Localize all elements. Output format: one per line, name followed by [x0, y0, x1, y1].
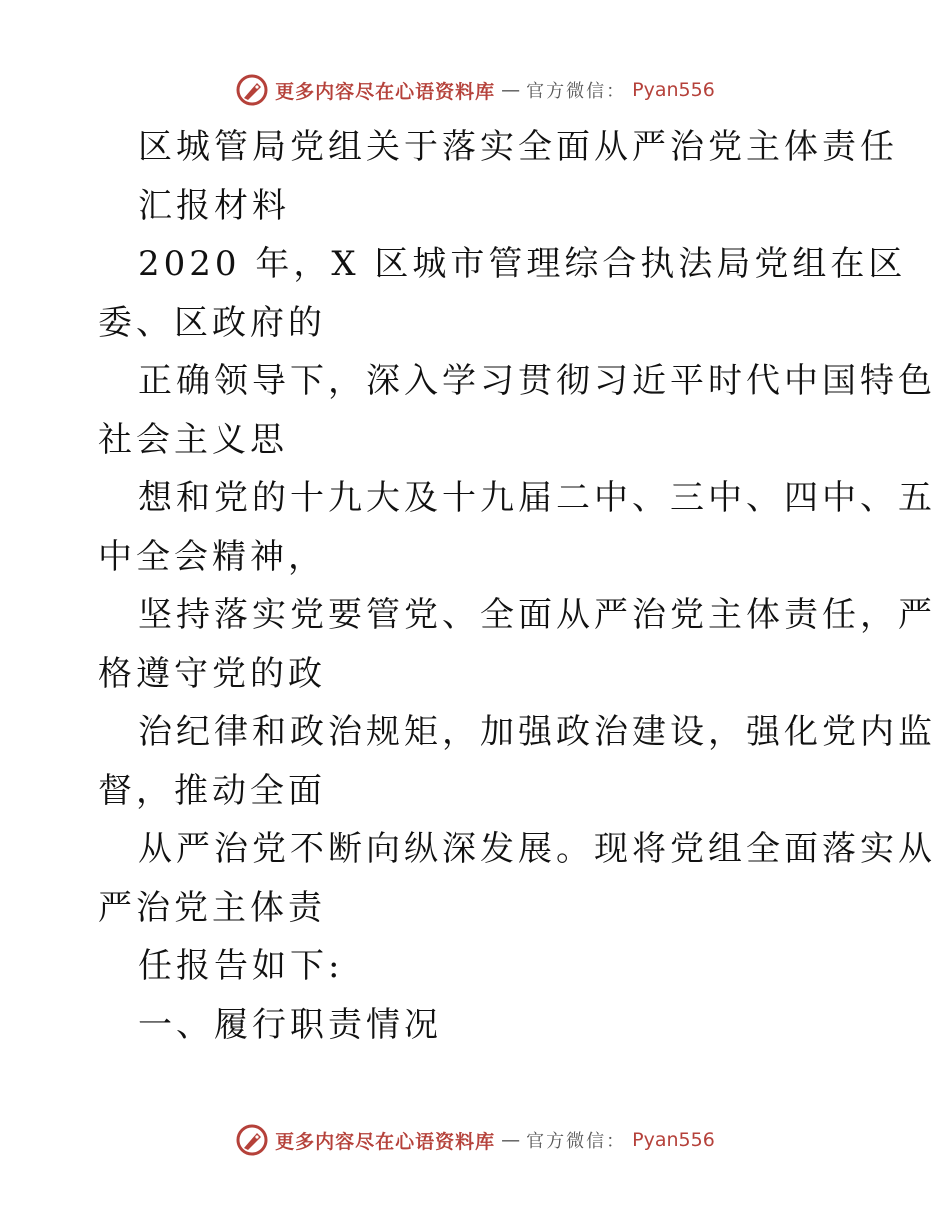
watermark-footer	[0, 1120, 950, 1160]
watermark-wechat-id: Pyan556	[632, 79, 715, 101]
paragraph-line: 督，推动全面	[98, 770, 326, 811]
paragraph-line: 社会主义思	[98, 419, 288, 460]
watermark-sub-text: 官方微信：	[526, 1131, 627, 1152]
watermark-header	[0, 70, 950, 110]
paragraph-line: 正确领导下，深入学习贯彻习近平时代中国特色	[138, 361, 936, 401]
paragraph-line: 委、区政府的	[98, 302, 326, 343]
paragraph-line: 治纪律和政治规矩，加强政治建设，强化党内监	[138, 712, 936, 752]
watermark-main-text: 更多内容尽在心语资料库	[275, 1130, 496, 1153]
pen-nib-logo-icon	[235, 1123, 269, 1157]
paragraph-line: 想和党的十九大及十九届二中、三中、四中、五	[138, 478, 936, 518]
paragraph-line: 格遵守党的政	[98, 653, 326, 694]
doc-title-line-1: 区城管局党组关于落实全面从严治党主体责任	[138, 127, 898, 167]
watermark-main-text: 更多内容尽在心语资料库	[275, 80, 496, 103]
paragraph-line: 2020 年，X 区城市管理综合执法局党组在区	[138, 244, 907, 284]
document-body	[98, 118, 936, 1054]
doc-title-line-2: 汇报材料	[138, 185, 290, 226]
watermark-separator: —	[501, 79, 521, 101]
paragraph-line: 任报告如下:	[138, 946, 344, 986]
watermark-sub-text: 官方微信：	[526, 81, 627, 102]
paragraph-line: 严治党主体责	[98, 887, 326, 928]
paragraph-line: 坚持落实党要管党、全面从严治党主体责任，严	[138, 595, 936, 635]
pen-nib-logo-icon	[235, 73, 269, 107]
watermark-separator: —	[501, 1129, 521, 1151]
watermark-wechat-id: Pyan556	[632, 1129, 715, 1151]
paragraph-line: 中全会精神，	[98, 536, 326, 577]
section-heading: 一、履行职责情况	[138, 1004, 442, 1045]
paragraph-line: 从严治党不断向纵深发展。现将党组全面落实从	[138, 829, 936, 869]
